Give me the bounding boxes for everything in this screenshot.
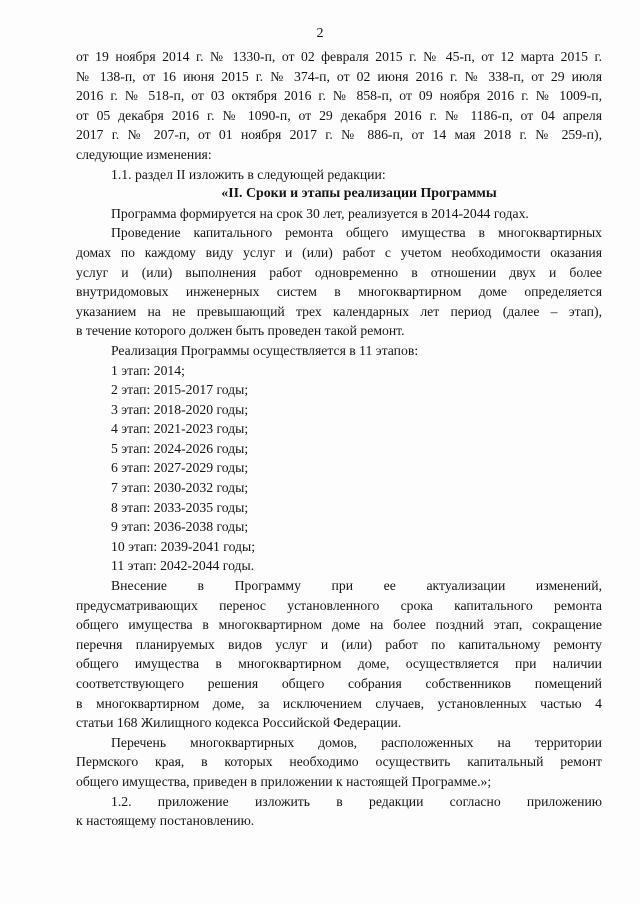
stage-item: 1 этап: 2014; [111, 362, 185, 378]
repair-line: услуг и (или) выполнения работ одновременно в отношении двух и более [76, 264, 602, 280]
list-line: Пермского края, в которых необходимо осуществить капитальный ремонт [76, 754, 602, 770]
changes-line: соответствующего решения общего собрания собственников помещений [76, 676, 602, 691]
intro-line: от 05 декабря 2016 г. № 1090-п, от 29 декабря 2016 г. № 1186-п, от 04 апреля [76, 107, 602, 123]
changes-line: Внесение в Программу при ее актуализации изменений, [111, 578, 602, 594]
page-number: 2 [316, 26, 324, 41]
intro-last-line: следующие изменения: [76, 146, 212, 162]
term-paragraph: Программа формируется на срок 30 лет, реализуется в 2014-2044 годах. [111, 205, 529, 221]
changes-line: предусматривающих перенос установленного срока капитального ремонта [76, 597, 602, 613]
stage-item: 9 этап: 2036-2038 годы; [111, 519, 249, 535]
stage-item: 2 этап: 2015-2017 годы; [111, 382, 249, 398]
section-heading: «II. Сроки и этапы реализации Программы [221, 186, 497, 202]
repair-line: домах по каждому виду услуг и (или) работ с учетом необходимости оказания [76, 244, 602, 260]
document-body [76, 47, 602, 831]
repair-line: указанием на не превышающий трех календарных лет период (далее – этап), [76, 303, 602, 319]
item-1-2: 1.2. приложение изложить в редакции согласно приложению [111, 793, 602, 809]
changes-line: общего имущества в многоквартирном доме, осуществляется при наличии [76, 656, 602, 672]
repair-line: внутридомовых инженерных систем в многоквартирном доме определяется [76, 284, 602, 300]
changes-last-line: статьи 168 Жилищного кодекса Российской Федерации. [76, 715, 402, 731]
stage-item: 5 этап: 2024-2026 годы; [111, 440, 249, 456]
stage-item: 4 этап: 2021-2023 годы; [111, 421, 249, 437]
stage-item: 6 этап: 2027-2029 годы; [111, 460, 249, 476]
item-1-1: 1.1. раздел II изложить в следующей редакции: [111, 166, 386, 182]
stages-intro: Реализация Программы осуществляется в 11 этапов: [111, 342, 419, 358]
intro-line: 2016 г. № 518-п, от 03 октября 2016 г. № 858-п, от 09 ноября 2016 г. № 1009-п, [76, 88, 602, 104]
changes-line: в многоквартирном доме, за исключением случаев, установленных частью 4 [76, 695, 602, 711]
repair-line: Проведение капитального ремонта общего имущества в многоквартирных [111, 225, 602, 241]
changes-line: общего имущества в многоквартирном доме на более поздний этап, сокращение [76, 617, 602, 633]
stage-item: 7 этап: 2030-2032 годы; [111, 480, 249, 496]
changes-line: перечня планируемых видов услуг и (или) работ по капитальному ремонту [76, 636, 602, 652]
item-1-2-last-line: к настоящему постановлению. [76, 813, 255, 829]
stage-item: 8 этап: 2033-2035 годы; [111, 499, 249, 515]
intro-line: № 138-п, от 16 июня 2015 г. № 374-п, от 02 июня 2016 г. № 338-п, от 29 июля [76, 68, 602, 84]
list-line: Перечень многоквартирных домов, расположенных на территории [111, 734, 602, 750]
list-last-line: общего имущества, приведен в приложении к настоящей Программе.»; [76, 773, 492, 789]
stage-item: 10 этап: 2039-2041 годы; [111, 538, 255, 554]
stage-item: 3 этап: 2018-2020 годы; [111, 401, 249, 417]
stage-item: 11 этап: 2042-2044 годы. [111, 558, 255, 574]
repair-last-line: в течение которого должен быть проведен такой ремонт. [76, 323, 405, 339]
intro-line: от 19 ноября 2014 г. № 1330-п, от 02 февраля 2015 г. № 45-п, от 12 марта 2015 г. [76, 49, 602, 64]
intro-line: 2017 г. № 207-п, от 01 ноября 2017 г. № 886-п, от 14 мая 2018 г. № 259-п), [76, 127, 602, 143]
